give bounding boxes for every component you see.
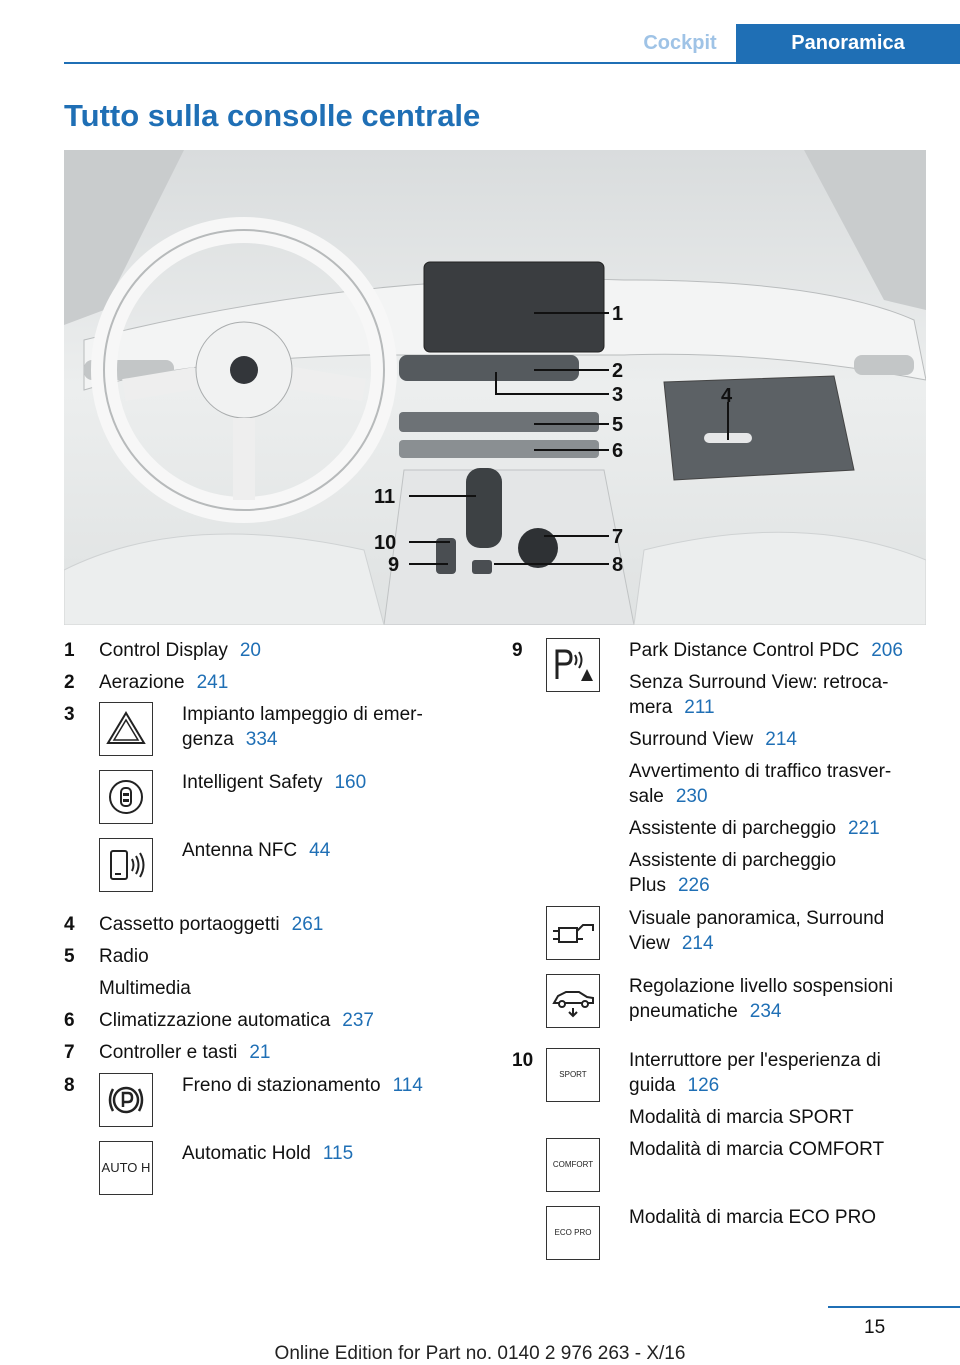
list-item: Visuale panoramica, Surround View 214 xyxy=(629,908,885,954)
page-ref-link[interactable]: 44 xyxy=(309,840,331,861)
callout-3: 3 xyxy=(612,384,624,406)
item-number: 4 xyxy=(64,914,75,935)
item-number: 8 xyxy=(64,1075,75,1096)
list-item: Regolazione livello sospensioni pneumatiche 234 xyxy=(629,976,894,1022)
callout-2: 2 xyxy=(612,360,624,382)
list-item: Modalità di marcia SPORT xyxy=(629,1107,854,1128)
callout-8: 8 xyxy=(612,554,624,576)
page-ref-link[interactable]: 241 xyxy=(196,672,229,693)
item-number: 9 xyxy=(512,640,523,661)
parking-brake-icon xyxy=(99,1073,153,1127)
list-item: Radio xyxy=(99,946,149,967)
auto-hold-icon xyxy=(99,1141,153,1195)
page-ref-link[interactable]: 160 xyxy=(334,772,367,793)
page-ref-link[interactable]: 261 xyxy=(291,914,324,935)
surround-view-camera-icon xyxy=(546,906,600,960)
page-ref-link[interactable]: 126 xyxy=(687,1075,720,1096)
nfc-antenna-icon xyxy=(99,838,153,892)
list-item: Antenna NFC 44 xyxy=(182,840,331,861)
callout-11: 11 xyxy=(374,486,396,508)
cockpit-illustration xyxy=(64,150,926,625)
list-item: Aerazione 241 xyxy=(99,672,229,693)
sport-mode-icon xyxy=(546,1048,600,1102)
icon-label: AUTO H xyxy=(101,1160,151,1175)
list-item: Multimedia xyxy=(99,978,191,999)
page-ref-link[interactable]: 334 xyxy=(245,729,278,750)
callout-6: 6 xyxy=(612,440,624,462)
item-number: 6 xyxy=(64,1010,75,1031)
cockpit-photo xyxy=(64,150,926,625)
icon-label: ECO PRO xyxy=(554,1228,592,1237)
page-ref-link[interactable]: 226 xyxy=(677,875,710,896)
list-item: Park Distance Control PDC 206 xyxy=(629,640,903,661)
page-ref-link[interactable]: 206 xyxy=(871,640,903,661)
page-header xyxy=(64,24,960,64)
list-item: Avvertimento di traffico trasver- sale 230 xyxy=(629,761,892,807)
tab-panoramica[interactable]: Panoramica xyxy=(736,24,960,62)
page-ref-link[interactable]: 214 xyxy=(681,933,714,954)
list-item: Controller e tasti 21 xyxy=(99,1042,271,1063)
air-suspension-icon xyxy=(546,974,600,1028)
list-item: Climatizzazione automatica 237 xyxy=(99,1010,374,1031)
list-item: Surround View 214 xyxy=(629,729,797,750)
icon-label: COMFORT xyxy=(552,1160,594,1169)
item-number: 3 xyxy=(64,704,75,725)
callout-10: 10 xyxy=(374,532,397,554)
list-item: Automatic Hold 115 xyxy=(182,1143,354,1164)
page-ref-link[interactable]: 21 xyxy=(249,1042,271,1063)
list-item: Assistente di parcheggio 221 xyxy=(629,818,880,839)
list-item: Senza Surround View: retroca- mera 211 xyxy=(629,672,889,718)
page-ref-link[interactable]: 237 xyxy=(342,1010,374,1031)
list-item: Control Display 20 xyxy=(99,640,261,661)
page-ref-link[interactable]: 20 xyxy=(239,640,261,661)
item-number: 5 xyxy=(64,946,75,967)
page-ref-link[interactable]: 221 xyxy=(848,818,880,839)
page-ref-link[interactable]: 234 xyxy=(749,1001,782,1022)
page-number: 15 xyxy=(864,1317,886,1338)
item-number: 7 xyxy=(64,1042,75,1063)
item-number: 10 xyxy=(512,1050,534,1071)
footer-rule xyxy=(828,1306,960,1308)
page-ref-link[interactable]: 114 xyxy=(392,1075,423,1096)
page-ref-link[interactable]: 115 xyxy=(322,1143,354,1164)
list-item: Assistente di parcheggio Plus 226 xyxy=(629,850,837,896)
list-item: Modalità di marcia COMFORT xyxy=(629,1139,885,1160)
list-item: Interruttore per l'esperienza di guida 126 xyxy=(629,1050,881,1096)
icon-label: SPORT xyxy=(559,1070,587,1079)
list-item: Intelligent Safety 160 xyxy=(182,772,367,793)
page-ref-link[interactable]: 211 xyxy=(684,697,715,718)
edition-note: Online Edition for Part no. 0140 2 976 263 - X/16 xyxy=(274,1343,686,1364)
item-number: 2 xyxy=(64,672,75,693)
hazard-warning-icon xyxy=(99,702,153,756)
page-ref-link[interactable]: 214 xyxy=(765,729,797,750)
intelligent-safety-icon xyxy=(99,770,153,824)
comfort-mode-icon xyxy=(546,1138,600,1192)
callout-1: 1 xyxy=(612,303,624,325)
page-ref-link[interactable]: 230 xyxy=(675,786,708,807)
eco-pro-mode-icon xyxy=(546,1206,600,1260)
callout-7: 7 xyxy=(612,526,624,548)
list-item: Impianto lampeggio di emer- genza 334 xyxy=(182,704,423,750)
pdc-icon xyxy=(546,638,600,692)
page-title: Tutto sulla consolle centrale xyxy=(64,98,481,133)
list-item: Modalità di marcia ECO PRO xyxy=(629,1207,877,1228)
callout-4: 4 xyxy=(721,385,733,407)
callout-5: 5 xyxy=(612,414,624,436)
list-item: Freno di stazionamento 114 xyxy=(182,1075,423,1096)
callout-9: 9 xyxy=(388,554,400,576)
item-number: 1 xyxy=(64,640,75,661)
list-item: Cassetto portaoggetti 261 xyxy=(99,914,324,935)
tab-cockpit[interactable]: Cockpit xyxy=(643,32,717,54)
